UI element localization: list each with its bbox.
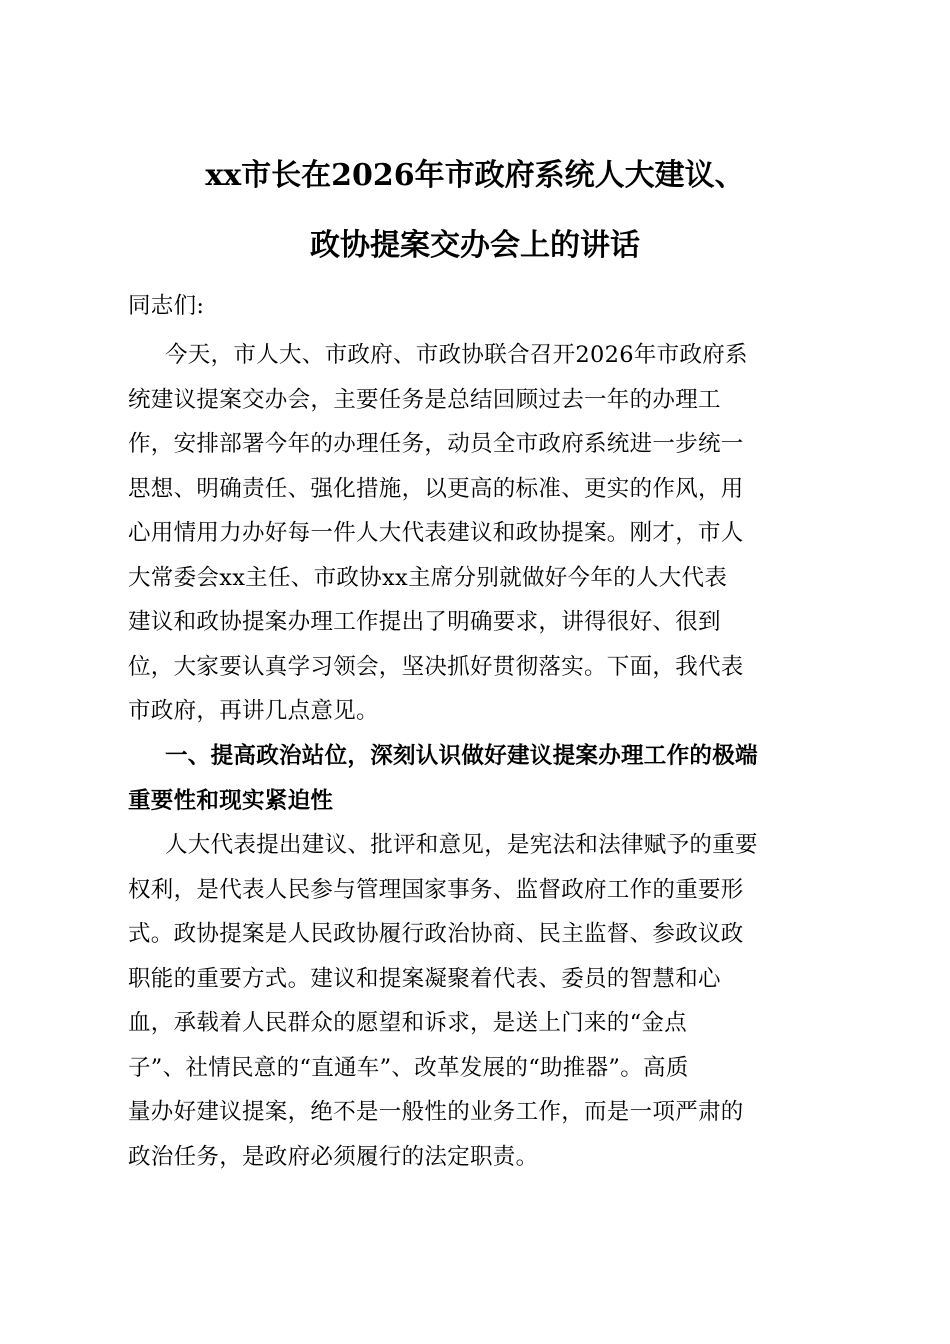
- text-line: 统建议提案交办会，主要任务是总结回顾过去一年的办理工: [128, 387, 721, 413]
- text-line: 职能的重要方式。建议和提案凝聚着代表、委员的智慧和心: [128, 966, 721, 992]
- text-line: 心用情用力办好每一件人大代表建议和政协提案。刚才，市人: [128, 520, 744, 546]
- text-line: 大常委会xx主任、市政协xx主席分别就做好今年的人大代表: [128, 565, 728, 591]
- salutation: 同志们:: [128, 293, 205, 319]
- text-line: 政治任务，是政府必须履行的法定职责。: [128, 1144, 539, 1170]
- heading-line: 一、提高政治站位，深刻认识做好建议提案办理工作的极端: [165, 743, 758, 769]
- text-line: 今天，市人大、市政府、市政协联合召开2026年市政府系: [165, 342, 748, 368]
- text-line: 人大代表提出建议、批评和意见，是宪法和法律赋予的重要: [165, 832, 758, 858]
- title-line-2: 政协提案交办会上的讲话: [310, 228, 640, 263]
- heading-line: 重要性和现实紧迫性: [128, 788, 334, 814]
- text-line: 作，安排部署今年的办理任务，动员全市政府系统进一步统一: [128, 431, 744, 457]
- text-line: 血，承载着人民群众的愿望和诉求，是送上门来的“金点: [128, 1010, 688, 1036]
- text-line: 权利，是代表人民参与管理国家事务、监督政府工作的重要形: [128, 877, 744, 903]
- text-line: 位，大家要认真学习领会，坚决抓好贯彻落实。下面，我代表: [128, 654, 744, 680]
- text-line: 子”、社情民意的“直通车”、改革发展的“助推器”。高质: [128, 1055, 689, 1081]
- text-line: 市政府，再讲几点意见。: [128, 698, 379, 724]
- text-line: 式。政协提案是人民政协履行政治协商、民主监督、参政议政: [128, 921, 744, 947]
- text-line: 量办好建议提案，绝不是一般性的业务工作，而是一项严肃的: [128, 1099, 744, 1125]
- text-line: 思想、明确责任、强化措施，以更高的标准、更实的作风，用: [128, 476, 744, 502]
- title-line-1: xx市长在2026年市政府系统人大建议、: [205, 158, 745, 193]
- text-line: 建议和政协提案办理工作提出了明确要求，讲得很好、很到: [128, 609, 721, 635]
